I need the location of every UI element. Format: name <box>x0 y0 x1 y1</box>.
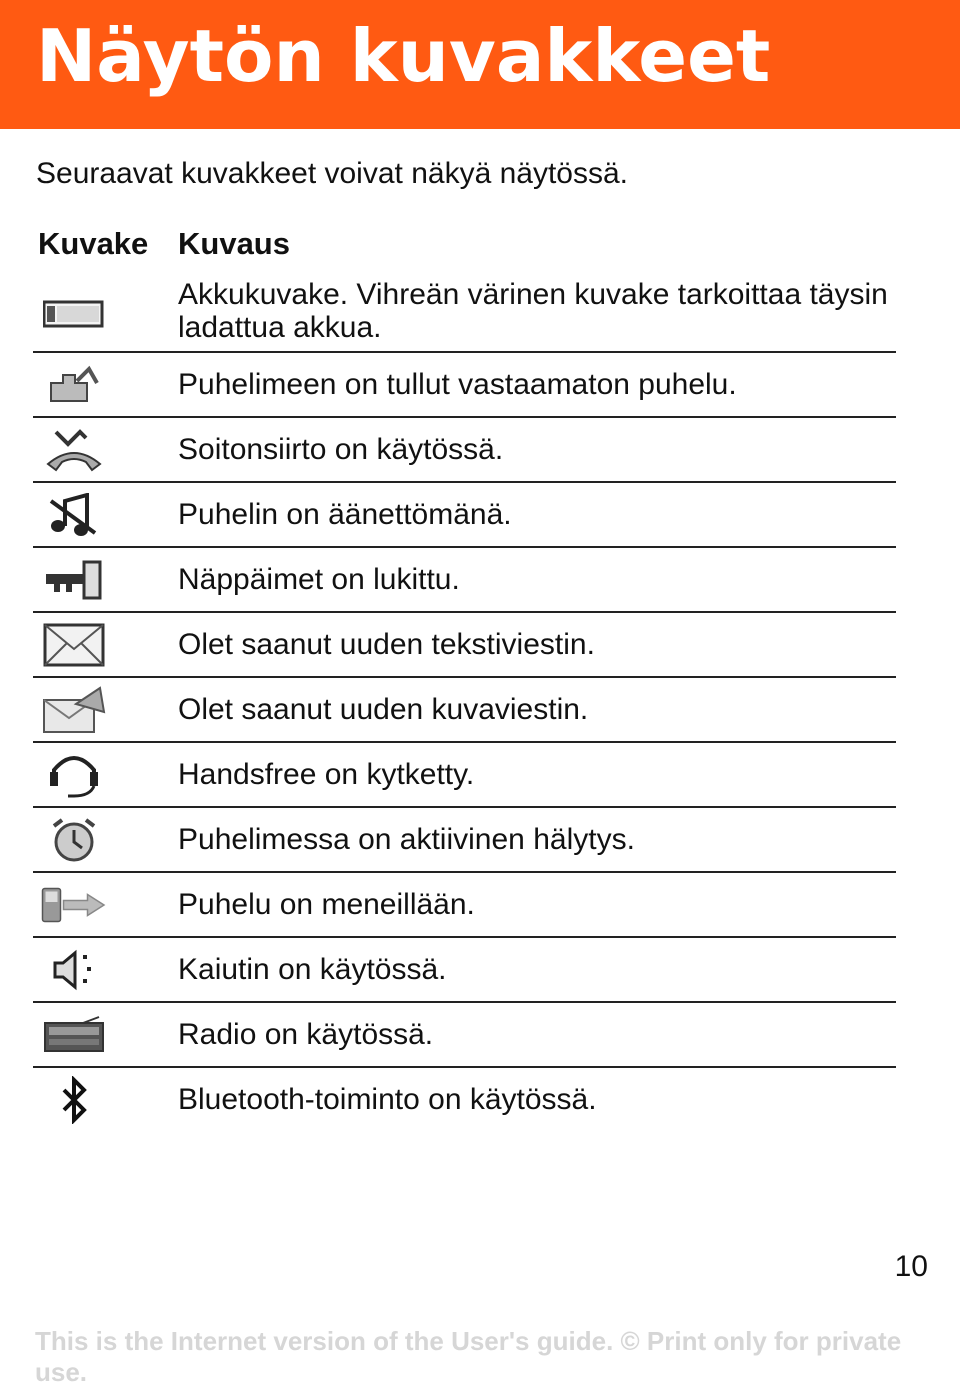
table-row <box>33 1003 896 1068</box>
row-description: Akkukuvake. Vihreän värinen kuvake tarkoittaa täysin ladattua akkua. <box>178 278 888 344</box>
table-row <box>33 743 896 808</box>
row-description: Soitonsiirto on käytössä. <box>178 433 504 466</box>
row-description: Olet saanut uuden kuvaviestin. <box>178 693 589 726</box>
row-description: Bluetooth-toiminto on käytössä. <box>178 1083 597 1116</box>
alarm-icon <box>41 820 107 860</box>
bluetooth-icon <box>41 1080 107 1120</box>
icon-table <box>33 276 896 1131</box>
row-description: Puhelin on äänettömänä. <box>178 498 512 531</box>
page-title: Näytön kuvakkeet <box>36 14 771 98</box>
speaker-icon <box>41 950 107 990</box>
row-description: Puhelimessa on aktiivinen hälytys. <box>178 823 635 856</box>
row-description: Olet saanut uuden tekstiviestin. <box>178 628 595 661</box>
page-number: 10 <box>894 1250 928 1283</box>
row-description: Näppäimet on lukittu. <box>178 563 460 596</box>
table-row <box>33 873 896 938</box>
text-message-icon <box>41 625 107 665</box>
table-row <box>33 483 896 548</box>
table-row <box>33 613 896 678</box>
table-row <box>33 353 896 418</box>
row-description: Puhelimeen on tullut vastaamaton puhelu. <box>178 368 737 401</box>
row-description: Puhelu on meneillään. <box>178 888 475 921</box>
row-description: Handsfree on kytketty. <box>178 758 475 791</box>
battery-icon <box>41 294 107 334</box>
handsfree-icon <box>41 755 107 795</box>
missed-call-icon <box>41 365 107 405</box>
footer-disclaimer: This is the Internet version of the User's guide. © Print only for private use. <box>35 1326 902 1387</box>
radio-icon <box>41 1015 107 1055</box>
ongoing-call-icon <box>41 885 107 925</box>
row-description: Radio on käytössä. <box>178 1018 434 1051</box>
table-row <box>33 276 896 353</box>
intro-text: Seuraavat kuvakkeet voivat näkyä näytössä. <box>36 157 629 190</box>
silent-icon <box>41 495 107 535</box>
table-row <box>33 418 896 483</box>
table-row <box>33 678 896 743</box>
table-row <box>33 548 896 613</box>
call-divert-icon <box>41 430 107 470</box>
title-banner <box>0 0 960 129</box>
row-description: Kaiutin on käytössä. <box>178 953 447 986</box>
table-row <box>33 808 896 873</box>
keylock-icon <box>41 560 107 600</box>
column-header-icon: Kuvake <box>38 226 149 261</box>
table-row <box>33 938 896 1003</box>
column-header-description: Kuvaus <box>178 226 290 261</box>
table-row <box>33 1068 896 1131</box>
picture-message-icon <box>41 690 107 730</box>
